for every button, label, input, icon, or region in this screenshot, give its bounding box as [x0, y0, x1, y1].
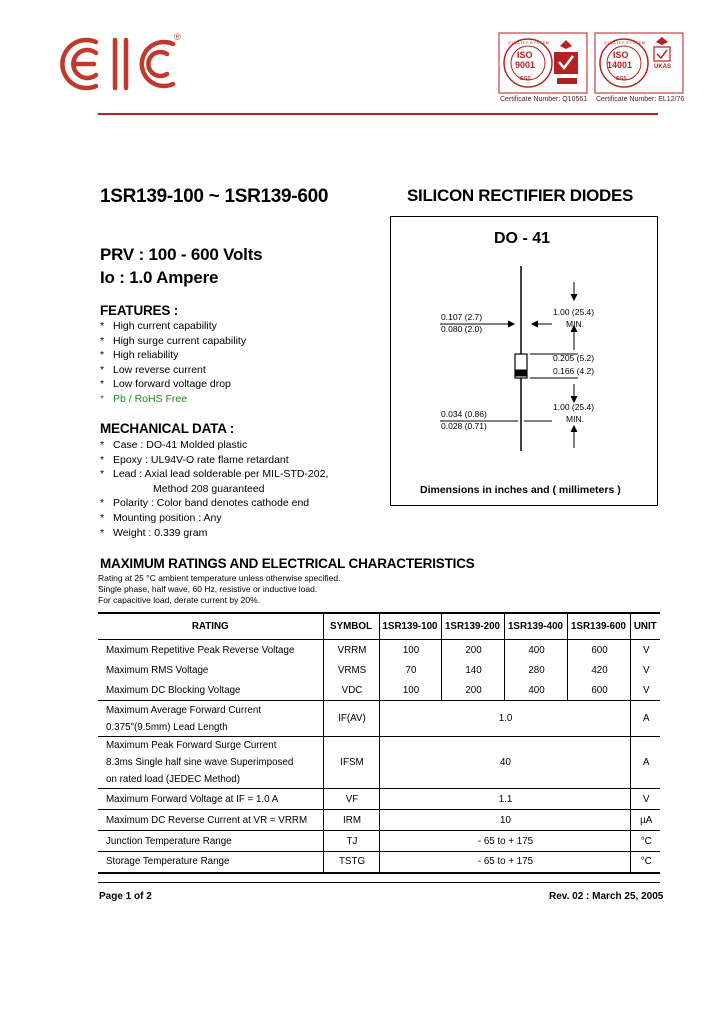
device-type-title: SILICON RECTIFIER DIODES: [407, 186, 634, 205]
seal-ring-text: QUALITY SYSTEM: [604, 40, 646, 45]
symbol-cell: TJ: [323, 831, 379, 852]
column-header: RATING: [98, 613, 323, 640]
symbol-cell: IF(AV): [323, 701, 379, 737]
symbol-cell: VRMS: [323, 661, 379, 681]
ratings-notes: [98, 573, 340, 606]
ukas-badge: UKAS: [654, 64, 672, 70]
dimensions-caption: Dimensions in inches and ( millimeters ): [420, 484, 621, 496]
iso-number: 14001: [607, 60, 633, 70]
parameter-cell: Storage Temperature Range: [98, 852, 323, 873]
seal-ring-text: QUALITY SYSTEM: [508, 40, 550, 45]
parameter-cell: Junction Temperature Range: [98, 831, 323, 852]
unit-cell: V: [630, 640, 660, 661]
value-cell: 1.1: [379, 789, 630, 810]
value-cell: 1.0: [379, 701, 630, 737]
value-cell: 400: [504, 640, 567, 661]
column-header: 1SR139-600: [567, 613, 630, 640]
table-row: [98, 831, 660, 852]
list-item: * High surge current capability: [100, 334, 247, 347]
dim-wire-diameter-min: 0.028 (0.71): [441, 421, 487, 431]
value-cell: - 65 to + 175: [379, 852, 630, 873]
value-cell: 600: [567, 640, 630, 661]
key-specs: [100, 243, 262, 289]
note-line: For capacitive load, derate current by 20%.: [98, 595, 261, 605]
dim-body-length-max: 0.205 (5.2): [553, 353, 595, 363]
value-cell: 100: [379, 640, 441, 661]
io-spec: Io : 1.0 Ampere: [100, 268, 219, 287]
value-cell: 70: [379, 661, 441, 681]
dim-lead-length-bottom: 1.00 (25.4): [553, 402, 595, 412]
mechanical-list: [100, 438, 328, 540]
sgs-badge: SGS: [616, 76, 627, 82]
table-row: [98, 810, 660, 831]
features-list: [100, 319, 246, 407]
unit-cell: A: [630, 701, 660, 737]
header-divider: [98, 113, 658, 115]
certificate-number: Certificate Number: Q10561: [500, 96, 588, 103]
unit-cell: A: [630, 737, 660, 789]
revision-date: Rev. 02 : March 25, 2005: [549, 891, 664, 902]
value-cell: 420: [567, 661, 630, 681]
list-item: * High reliability: [100, 349, 179, 362]
symbol-cell: VRRM: [323, 640, 379, 661]
list-item: * Epoxy : UL94V-O rate flame retardant: [100, 453, 289, 466]
value-cell: 400: [504, 681, 567, 701]
parameter-cell: Maximum Peak Forward Surge Current 8.3ms Single half sine wave Superimposed on rated load (JEDEC Method): [98, 737, 323, 789]
part-number-title: 1SR139-100 ~ 1SR139-600: [100, 186, 329, 207]
symbol-cell: VF: [323, 789, 379, 810]
note-line: Single phase, half wave, 60 Hz, resistive or inductive load.: [98, 584, 318, 594]
symbol-cell: TSTG: [323, 852, 379, 873]
dim-lead-diameter-max: 0.107 (2.7): [441, 312, 483, 322]
registered-mark: ®: [174, 32, 181, 42]
value-cell: - 65 to + 175: [379, 831, 630, 852]
symbol-cell: VDC: [323, 681, 379, 701]
unit-cell: °C: [630, 852, 660, 873]
iso-14001-certificate: [594, 32, 685, 103]
list-item-continuation: Method 208 guaranteed: [153, 482, 265, 495]
table-header-row: [98, 613, 660, 640]
iso-number: 9001: [515, 60, 536, 70]
parameter-cell: Maximum Average Forward Current 0.375"(9.5mm) Lead Length: [98, 701, 323, 737]
unit-cell: V: [630, 789, 660, 810]
table-row: [98, 737, 660, 789]
list-item: * Polarity : Color band denotes cathode end: [100, 497, 310, 510]
note-line: Rating at 25 °C ambient temperature unless otherwise specified.: [98, 573, 341, 583]
list-item: * Low forward voltage drop: [100, 378, 231, 391]
page-number: Page 1 of 2: [99, 891, 152, 902]
unit-cell: µA: [630, 810, 660, 831]
dim-lead-diameter-min: 0.080 (2.0): [441, 324, 483, 334]
column-header: 1SR139-100: [379, 613, 441, 640]
table-row: [98, 701, 660, 737]
unit-cell: °C: [630, 831, 660, 852]
dim-body-length-min: 0.166 (4.2): [553, 366, 595, 376]
unit-cell: V: [630, 681, 660, 701]
sgs-badge: SGS: [520, 76, 531, 82]
ratings-table: [98, 612, 660, 874]
table-row: [98, 661, 660, 681]
table-row: [98, 789, 660, 810]
iso-9001-certificate: [498, 32, 588, 103]
prv-spec: PRV : 100 - 600 Volts: [100, 245, 263, 264]
value-cell: 200: [441, 640, 504, 661]
list-item: * Weight : 0.339 gram: [100, 526, 208, 539]
mechanical-heading: MECHANICAL DATA :: [100, 421, 235, 436]
do41-outline-drawing: [390, 216, 658, 506]
dim-lead-length-bottom-min: MIN.: [566, 414, 584, 424]
list-item: * Low reverse current: [100, 363, 206, 376]
rohs-item: * Pb / RoHS Free: [100, 392, 188, 405]
eic-logo-graphic: [60, 34, 190, 94]
value-cell: 10: [379, 810, 630, 831]
dim-lead-length-top-min: MIN.: [566, 319, 584, 329]
value-cell: 600: [567, 681, 630, 701]
list-item: * High current capability: [100, 320, 217, 332]
iso-label: ISO: [613, 50, 629, 60]
value-cell: 40: [379, 737, 630, 789]
unit-cell: V: [630, 661, 660, 681]
table-row: [98, 640, 660, 661]
symbol-cell: IFSM: [323, 737, 379, 789]
parameter-cell: Maximum DC Reverse Current at VR = VRRM: [98, 810, 323, 831]
table-row: [98, 852, 660, 873]
value-cell: 200: [441, 681, 504, 701]
column-header: 1SR139-400: [504, 613, 567, 640]
value-cell: 100: [379, 681, 441, 701]
parameter-cell: Maximum RMS Voltage: [106, 665, 209, 676]
column-header: UNIT: [630, 613, 660, 640]
list-item: * Mounting position : Any: [100, 511, 222, 524]
dim-lead-length-top: 1.00 (25.4): [553, 307, 595, 317]
ratings-title: MAXIMUM RATINGS AND ELECTRICAL CHARACTERISTICS: [100, 556, 475, 571]
list-item: * Case : DO-41 Molded plastic: [100, 439, 248, 451]
value-cell: 140: [441, 661, 504, 681]
eic-logo: [60, 34, 190, 94]
table-row: [98, 681, 660, 701]
parameter-cell: Maximum Forward Voltage at IF = 1.0 A: [98, 789, 323, 810]
list-item: * Lead : Axial lead solderable per MIL-STD-202,: [100, 468, 329, 481]
package-label: DO - 41: [494, 230, 551, 247]
dim-wire-diameter-max: 0.034 (0.86): [441, 409, 487, 419]
features-heading: FEATURES :: [100, 303, 178, 318]
column-header: 1SR139-200: [441, 613, 504, 640]
column-header: SYMBOL: [323, 613, 379, 640]
parameter-cell: Maximum Repetitive Peak Reverse Voltage: [106, 644, 295, 656]
value-cell: 280: [504, 661, 567, 681]
footer-divider: [98, 882, 660, 883]
parameter-cell: Maximum DC Blocking Voltage: [106, 684, 241, 696]
iso-label: ISO: [517, 50, 533, 60]
symbol-cell: IRM: [323, 810, 379, 831]
certificate-number: Certificate Number: EL12/76: [596, 96, 685, 103]
